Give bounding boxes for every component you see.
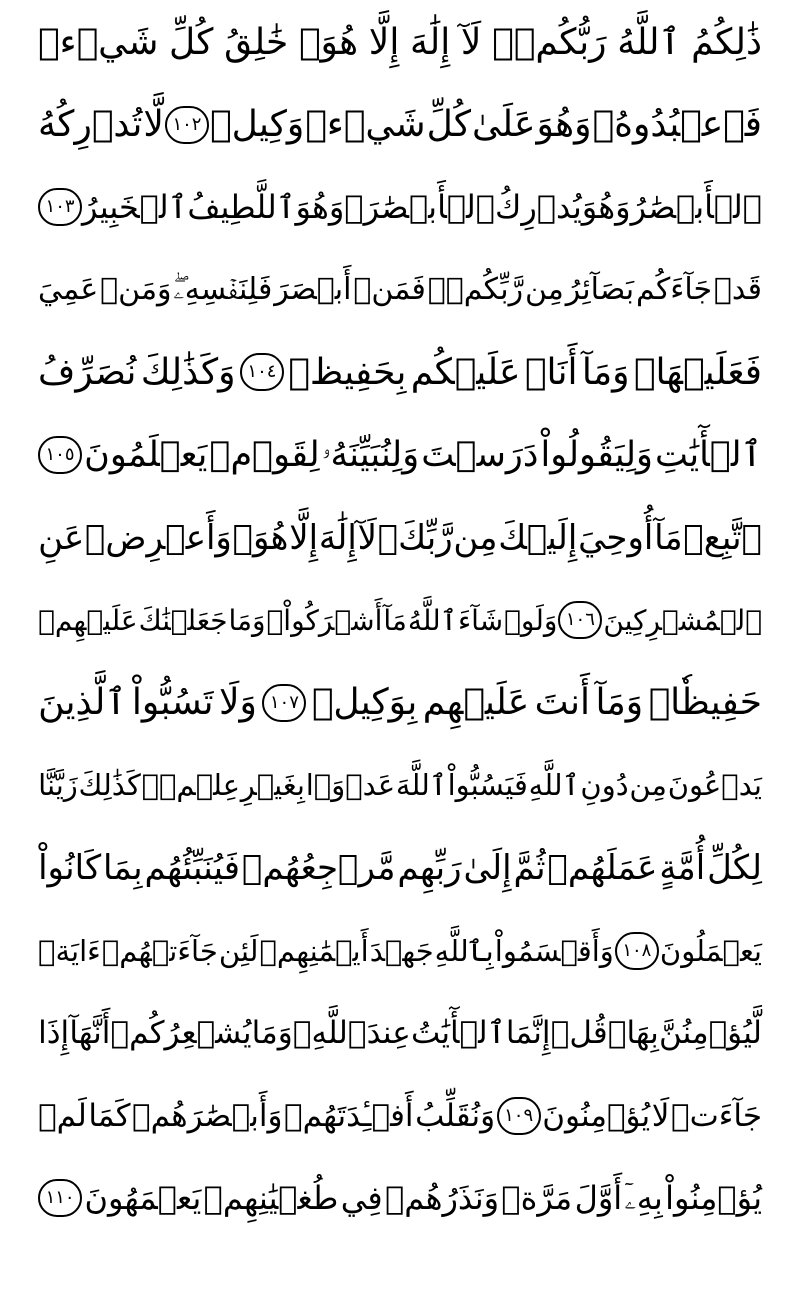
verse-word: ٱللَّهِۖ (292, 1015, 367, 1052)
verse-word: وَنُقَلِّبُ (415, 1097, 496, 1134)
verse-word: زَيَّنَّا (38, 768, 78, 803)
verse-word: إِلَّا (368, 21, 400, 63)
verse-word: بِمَا (103, 848, 143, 888)
verse-word: فَيُنَبِّئُهُم (144, 848, 241, 888)
verse-word: مَرَّةٖ (501, 1179, 573, 1218)
ayah-number-marker: ١٠٨ (615, 932, 659, 970)
verse-word: فَٱعۡبُدُوهُۚ (592, 104, 762, 146)
verse-word: إِنَّمَا (505, 1015, 551, 1052)
verse-word: وَأَقۡسَمُواْ (494, 933, 614, 968)
verse-word: ٱللَّهُ (617, 21, 681, 63)
verse-word: أَشۡرَكُواْۗ (266, 603, 383, 637)
verse-word: بِهَاۚ (607, 1015, 659, 1052)
verse-word: قُلۡ (550, 1015, 608, 1052)
verse-word: بِغَيۡرِ (240, 768, 305, 803)
verse-word: جَعَلۡنَٰكَ (138, 603, 228, 637)
verse-word: ٱلۡمُشۡرِكِينَ (603, 603, 762, 637)
verse-word: جَآءَتۡ (671, 1097, 762, 1134)
verse-word: دَرَسۡتَ (421, 435, 539, 475)
verse-word: شَيۡءٖ (305, 104, 426, 146)
verse-line (38, 95, 762, 155)
verse-word: يُؤۡمِنُواْ (665, 1179, 762, 1218)
verse-word: كَذَٰلِكَ (78, 768, 141, 803)
verse-word: عَلَيۡهِمۡ (38, 603, 138, 637)
verse-word: لَئِن (218, 933, 259, 968)
verse-line (38, 921, 762, 981)
verse-line (38, 1168, 762, 1228)
verse-word: شَيۡءٖ (38, 21, 159, 63)
verse-word: وَهُوَ (295, 188, 345, 227)
verse-word: وَمَا (251, 1015, 293, 1052)
verse-word: ذَٰلِكُمُ (691, 21, 762, 63)
verse-word: عَلَيۡكُم (410, 351, 521, 393)
verse-word: أَفۡـِٔدَتَهُمۡ (283, 1097, 414, 1134)
verse-word: بِهِۦٓ (624, 1178, 663, 1217)
verse-word: إِلَٰهَ (409, 21, 451, 63)
verse-word: مَآ (383, 603, 407, 637)
verse-word: ٱتَّبِعۡ (683, 517, 762, 558)
verse-word: أَيۡمَٰنِهِمۡ (259, 933, 369, 968)
verse-word: وَمَآ (581, 351, 630, 393)
verse-word: فَعَلَيۡهَاۚ (633, 351, 762, 393)
verse-word: وَمَنۡ (100, 272, 172, 308)
verse-word: مَّرۡجِعُهُمۡ (241, 848, 396, 888)
verse-word: ٱلۡخَبِيرُ (82, 188, 188, 227)
verse-line (38, 755, 762, 815)
verse-word: لَّا (143, 104, 164, 146)
verse-word: يُشۡعِرُكُمۡ (110, 1015, 252, 1052)
verse-word: لَمۡ (38, 1097, 87, 1134)
verse-line (38, 838, 762, 898)
verse-line (38, 1003, 762, 1063)
verse-word: بِحَفِيظٖ (288, 351, 407, 393)
verse-word: حَفِيظٗاۖ (648, 682, 762, 724)
verse-word: يُدۡرِكُ (494, 188, 582, 227)
verse-word: نُصَرِّفُ (38, 351, 137, 393)
verse-word: رَبُّكُمۡۖ (492, 21, 607, 63)
verse-word: إِلَيۡكَ (498, 517, 578, 558)
verse-word: طُغۡيَٰنِهِمۡ (203, 1179, 339, 1218)
verse-word: عَمَلَهُمۡ (547, 848, 658, 888)
verse-word: وَهُوَ (536, 104, 592, 146)
verse-word: رَّبِّكُمۡۖ (427, 272, 524, 308)
verse-word: ٱلۡأٓيَٰتِ (655, 435, 762, 475)
verse-line (38, 12, 762, 72)
verse-word: فَيَسُبُّواْ (447, 768, 528, 803)
verse-word: رَبِّهِم (397, 848, 462, 888)
verse-line (38, 342, 762, 402)
verse-line (38, 1086, 762, 1146)
verse-word: كُلِّ (426, 104, 472, 146)
verse-word: يَعۡلَمُونَ (84, 435, 208, 475)
verse-word: ٱللَّهَ (395, 768, 447, 803)
ayah-number-marker: ١٠٦ (558, 601, 602, 639)
verse-word: جَآءَتۡهُمۡ (101, 933, 218, 968)
verse-word: ٱلۡأٓيَٰتُ (410, 1015, 506, 1052)
verse-word: مِن (453, 517, 498, 558)
ayah-number-marker: ١٠٧ (262, 684, 306, 722)
verse-word: ٱلَّذِينَ (38, 682, 127, 724)
verse-word: يَعۡمَهُونَ (84, 1179, 202, 1218)
verse-word: أَبۡصَرَ (274, 272, 352, 308)
verse-word: لَآ (357, 517, 377, 558)
ayah-number-marker: ١٠٤ (240, 353, 284, 391)
verse-word: وَكِيلٞ (209, 104, 305, 146)
verse-word: وَلِيَقُولُواْ (540, 435, 653, 475)
verse-word: وَلَوۡ (504, 603, 558, 637)
verse-word: هُوَۖ (232, 517, 289, 558)
verse-word: إِلَّا (289, 517, 319, 558)
verse-word: أُوحِيَ (578, 517, 654, 558)
verse-word: إِلَىٰ (463, 848, 512, 888)
verse-word: ٱللَّهِ (528, 768, 580, 803)
verse-word: لِقَوۡمٖ (209, 435, 320, 475)
verse-line (38, 673, 762, 733)
verse-word: وَمَا (228, 603, 266, 637)
verse-word: كُلِّ (169, 21, 214, 63)
verse-word: خَٰلِقُ (224, 21, 289, 63)
verse-word: عِلۡمٖۗ (141, 768, 241, 803)
verse-word: ءَايَةٞ (38, 933, 101, 968)
verse-word: عَمِيَ (38, 272, 99, 308)
verse-line (38, 177, 762, 237)
verse-word: لَّيُؤۡمِنُنَّ (659, 1015, 762, 1052)
verse-word: لَا (651, 1097, 670, 1134)
verse-word: أَنَا۠ (524, 351, 578, 393)
verse-word: يَدۡعُونَ (667, 768, 762, 803)
verse-word: أَنتَ (534, 682, 591, 724)
verse-line (38, 260, 762, 320)
verse-word: كَمَا (88, 1097, 131, 1134)
verse-word: ٱللَّهُ (407, 603, 458, 637)
ayah-number-marker: ١٠٥ (38, 436, 82, 474)
verse-line (38, 590, 762, 650)
verse-word: وَمَآ (595, 682, 644, 724)
verse-word: بِٱللَّهِ (434, 933, 494, 968)
verse-word: ٱلۡأَبۡصَٰرُ (630, 188, 762, 227)
verse-word: عَدۡوَۢا (305, 768, 396, 803)
verse-word: جَآءَكُم (636, 272, 713, 308)
verse-word: دُونِ (580, 768, 629, 803)
verse-word: وَكَذَٰلِكَ (140, 351, 236, 393)
verse-word: وَأَعۡرِضۡ (85, 517, 232, 558)
verse-word: جَهۡدَ (369, 933, 434, 968)
verse-word: يُؤۡمِنُونَ (542, 1097, 651, 1134)
verse-word: شَآءَ (457, 603, 504, 637)
verse-word: قَدۡ (713, 272, 762, 308)
verse-word: أَنَّهَآ (69, 1015, 111, 1052)
verse-word: فَلِنَفۡسِهِۦۖ (173, 272, 273, 308)
verse-word: وَأَبۡصَٰرَهُمۡ (132, 1097, 283, 1134)
verse-word: ثُمَّ (513, 848, 546, 888)
verse-word: ٱلۡأَبۡصَٰرَۖ (344, 188, 495, 227)
verse-word: فَمَنۡ (353, 272, 426, 308)
verse-word: إِذَا (38, 1015, 70, 1052)
verse-word: مَآ (654, 517, 683, 558)
ayah-number-marker: ١٠٢ (165, 106, 209, 144)
verse-word: عِندَ (366, 1015, 411, 1052)
verse-word: أُمَّةٍ (659, 848, 706, 888)
verse-word: وَلِنُبَيِّنَهُۥ (321, 435, 420, 475)
verse-word: عَلَيۡهِم (422, 682, 530, 724)
verse-word: يَعۡمَلُونَ (659, 933, 762, 968)
ayah-number-marker: ١١٠ (38, 1179, 82, 1217)
verse-word: إِلَٰهَ (318, 517, 357, 558)
verse-word: لَآ (460, 21, 482, 63)
ayah-number-marker: ١٠٩ (497, 1097, 541, 1135)
verse-word: أَوَّلَ (574, 1179, 623, 1218)
verse-word: عَنِ (38, 517, 85, 558)
verse-word: مِن (629, 768, 667, 803)
verse-word: وَنَذَرُهُمۡ (385, 1179, 500, 1218)
verse-line (38, 425, 762, 485)
verse-word: وَهُوَ (581, 188, 631, 227)
verse-line (38, 508, 762, 568)
verse-word: بَصَآئِرُ (565, 272, 635, 308)
verse-word: تُدۡرِكُهُ (38, 104, 143, 146)
verse-word: ٱللَّطِيفُ (187, 188, 296, 227)
verse-word: بِوَكِيلٖ (311, 682, 418, 724)
verse-word: هُوَۖ (298, 21, 359, 63)
verse-word: رَّبِّكَۖ (377, 517, 453, 558)
verse-word: مِن (524, 272, 564, 308)
verse-word: كَانُواْ (38, 848, 102, 888)
verse-word: تَسُبُّواْ (131, 682, 214, 724)
ayah-number-marker: ١٠٣ (38, 188, 82, 226)
verse-word: وَلَا (218, 682, 257, 724)
verse-word: عَلَىٰ (472, 104, 536, 146)
verse-word: فِي (340, 1179, 383, 1218)
verse-word: لِكُلِّ (707, 848, 762, 888)
